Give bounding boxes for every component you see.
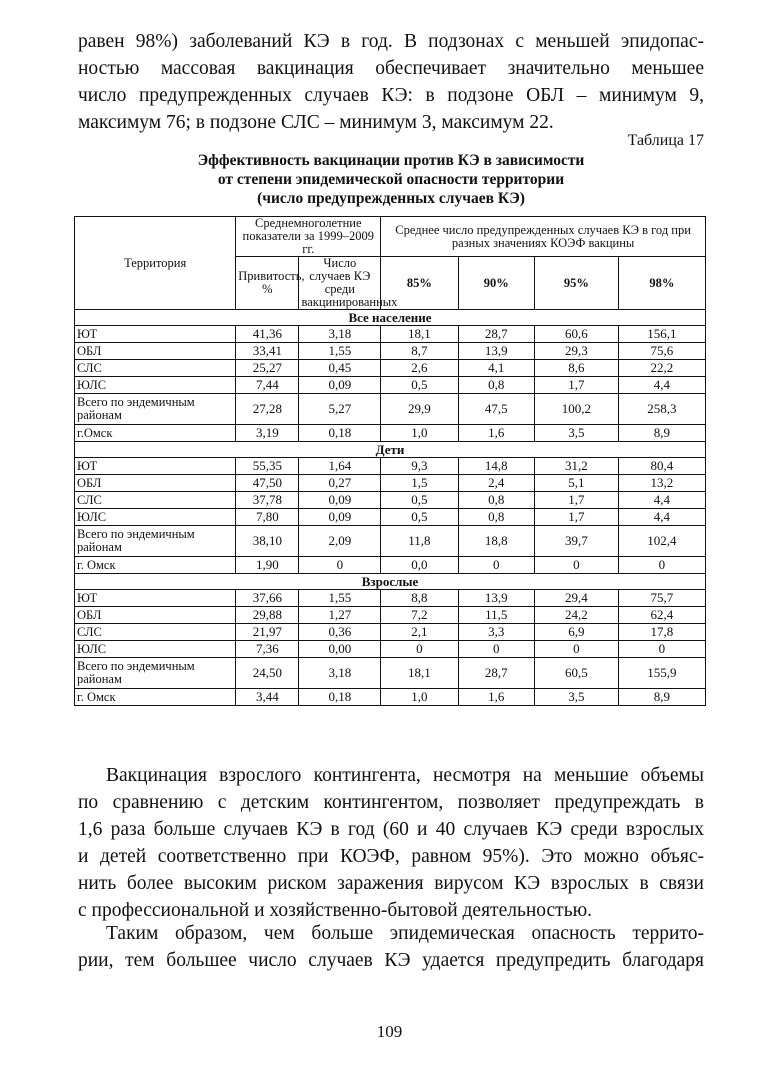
value-cell: 0,8 xyxy=(458,509,534,526)
territory-cell: СЛС xyxy=(75,624,236,641)
table-caption xyxy=(78,151,704,208)
value-cell: 39,7 xyxy=(534,526,618,557)
value-cell: 8,9 xyxy=(618,425,705,442)
value-cell: 1,6 xyxy=(458,425,534,442)
value-cell: 3,19 xyxy=(236,425,299,442)
value-cell: 1,5 xyxy=(381,475,458,492)
value-cell: 55,35 xyxy=(236,458,299,475)
text-line: ностью массовая вакцинация обеспечивает значительно меньшее xyxy=(78,58,704,79)
table-row xyxy=(75,607,706,624)
section-title: Все население xyxy=(75,310,706,326)
caption-line: (число предупрежденных случаев КЭ) xyxy=(257,190,525,207)
header-efficiency-90: 90% xyxy=(458,257,534,310)
table-row xyxy=(75,557,706,574)
table-row xyxy=(75,458,706,475)
value-cell: 11,5 xyxy=(458,607,534,624)
value-cell: 155,9 xyxy=(618,658,705,689)
value-cell: 0 xyxy=(299,557,381,574)
table-row xyxy=(75,658,706,689)
value-cell: 24,2 xyxy=(534,607,618,624)
header-vaccinated-pct: Привитость, % xyxy=(236,257,299,310)
value-cell: 0,5 xyxy=(381,509,458,526)
value-cell: 4,4 xyxy=(618,377,705,394)
value-cell: 0 xyxy=(534,557,618,574)
text-line: по сравнению с детским контингентом, позволяет предупреждать в xyxy=(78,792,704,813)
territory-cell: г.Омск xyxy=(75,425,236,442)
value-cell: 0,45 xyxy=(299,360,381,377)
territory-cell: ЮТ xyxy=(75,458,236,475)
caption-line: от степени эпидемической опасности территории xyxy=(217,171,565,188)
text-line: с профессиональной и хозяйственно-бытовой деятельностью. xyxy=(78,900,593,921)
value-cell: 0,5 xyxy=(381,492,458,509)
table-row xyxy=(75,475,706,492)
text-line: число предупрежденных случаев КЭ: в подзоне ОБЛ – минимум 9, xyxy=(78,85,704,106)
header-efficiency-98: 98% xyxy=(618,257,705,310)
value-cell: 22,2 xyxy=(618,360,705,377)
value-cell: 75,7 xyxy=(618,590,705,607)
body-paragraph-conclusion xyxy=(78,920,704,974)
value-cell: 8,7 xyxy=(381,343,458,360)
value-cell: 7,36 xyxy=(236,641,299,658)
value-cell: 62,4 xyxy=(618,607,705,624)
value-cell: 1,64 xyxy=(299,458,381,475)
territory-cell: СЛС xyxy=(75,492,236,509)
value-cell: 1,0 xyxy=(381,425,458,442)
value-cell: 1,27 xyxy=(299,607,381,624)
value-cell: 13,9 xyxy=(458,343,534,360)
table-row xyxy=(75,689,706,706)
value-cell: 11,8 xyxy=(381,526,458,557)
value-cell: 1,7 xyxy=(534,377,618,394)
text-line: равен 98%) заболеваний КЭ в год. В подзонах с меньшей эпидопас- xyxy=(78,31,704,52)
territory-cell: Всего по эндемичным районам xyxy=(75,394,236,425)
value-cell: 0,18 xyxy=(299,425,381,442)
text-line: и детей соответственно при КОЭФ, равном 95%). Это можно объяс- xyxy=(78,846,704,867)
table-row xyxy=(75,360,706,377)
value-cell: 1,7 xyxy=(534,509,618,526)
territory-cell: г. Омск xyxy=(75,557,236,574)
value-cell: 156,1 xyxy=(618,326,705,343)
value-cell: 0 xyxy=(458,557,534,574)
value-cell: 47,50 xyxy=(236,475,299,492)
value-cell: 0,8 xyxy=(458,492,534,509)
vaccination-efficiency-table xyxy=(74,216,706,706)
header-territory: Территория xyxy=(75,217,236,310)
value-cell: 14,8 xyxy=(458,458,534,475)
value-cell: 0 xyxy=(381,641,458,658)
value-cell: 1,7 xyxy=(534,492,618,509)
value-cell: 24,50 xyxy=(236,658,299,689)
territory-cell: ЮТ xyxy=(75,326,236,343)
value-cell: 38,10 xyxy=(236,526,299,557)
text-line: максимум 76; в подзоне СЛС – минимум 3, максимум 22. xyxy=(78,112,554,133)
value-cell: 60,5 xyxy=(534,658,618,689)
value-cell: 1,55 xyxy=(299,343,381,360)
value-cell: 18,8 xyxy=(458,526,534,557)
text-line: нить более высоким риском заражения вирусом КЭ взрослых в связи xyxy=(78,873,704,894)
value-cell: 9,3 xyxy=(381,458,458,475)
value-cell: 7,2 xyxy=(381,607,458,624)
table-row xyxy=(75,425,706,442)
table-row xyxy=(75,641,706,658)
value-cell: 7,80 xyxy=(236,509,299,526)
value-cell: 0,5 xyxy=(381,377,458,394)
value-cell: 29,9 xyxy=(381,394,458,425)
value-cell: 3,5 xyxy=(534,689,618,706)
header-average-prevented: Среднее число предупрежденных случаев КЭ в год при разных значениях КОЭФ вакцины xyxy=(381,217,706,257)
value-cell: 18,1 xyxy=(381,326,458,343)
value-cell: 28,7 xyxy=(458,326,534,343)
value-cell: 100,2 xyxy=(534,394,618,425)
value-cell: 3,18 xyxy=(299,326,381,343)
section-header-row xyxy=(75,574,706,590)
header-efficiency-85: 85% xyxy=(381,257,458,310)
header-long-term: Среднемноголетние показатели за 1999–2009 гг. xyxy=(236,217,381,257)
value-cell: 1,55 xyxy=(299,590,381,607)
territory-cell: ЮЛС xyxy=(75,641,236,658)
value-cell: 13,2 xyxy=(618,475,705,492)
territory-cell: СЛС xyxy=(75,360,236,377)
value-cell: 60,6 xyxy=(534,326,618,343)
value-cell: 0,09 xyxy=(299,492,381,509)
territory-cell: ОБЛ xyxy=(75,475,236,492)
value-cell: 31,2 xyxy=(534,458,618,475)
table-row xyxy=(75,492,706,509)
value-cell: 0,09 xyxy=(299,509,381,526)
value-cell: 0,0 xyxy=(381,557,458,574)
table-row xyxy=(75,377,706,394)
territory-cell: ОБЛ xyxy=(75,343,236,360)
value-cell: 2,09 xyxy=(299,526,381,557)
value-cell: 6,9 xyxy=(534,624,618,641)
value-cell: 0,09 xyxy=(299,377,381,394)
value-cell: 0,8 xyxy=(458,377,534,394)
value-cell: 80,4 xyxy=(618,458,705,475)
table-row xyxy=(75,590,706,607)
header-efficiency-95: 95% xyxy=(534,257,618,310)
territory-cell: г. Омск xyxy=(75,689,236,706)
value-cell: 5,1 xyxy=(534,475,618,492)
value-cell: 0,36 xyxy=(299,624,381,641)
table-row xyxy=(75,394,706,425)
value-cell: 2,6 xyxy=(381,360,458,377)
territory-cell: ЮЛС xyxy=(75,509,236,526)
value-cell: 4,1 xyxy=(458,360,534,377)
territory-cell: Всего по эндемичным районам xyxy=(75,658,236,689)
value-cell: 5,27 xyxy=(299,394,381,425)
table-row xyxy=(75,509,706,526)
value-cell: 8,6 xyxy=(534,360,618,377)
table-row xyxy=(75,326,706,343)
intro-paragraph xyxy=(78,28,704,136)
body-paragraph-adults xyxy=(78,762,704,924)
value-cell: 0 xyxy=(618,641,705,658)
value-cell: 27,28 xyxy=(236,394,299,425)
value-cell: 0 xyxy=(534,641,618,658)
section-title: Дети xyxy=(75,442,706,458)
value-cell: 4,4 xyxy=(618,509,705,526)
value-cell: 0 xyxy=(458,641,534,658)
value-cell: 8,9 xyxy=(618,689,705,706)
value-cell: 1,6 xyxy=(458,689,534,706)
value-cell: 2,4 xyxy=(458,475,534,492)
value-cell: 75,6 xyxy=(618,343,705,360)
value-cell: 7,44 xyxy=(236,377,299,394)
territory-cell: ЮТ xyxy=(75,590,236,607)
header-cases-among-vaccinated: Число случаев КЭ среди вакцинированных xyxy=(299,257,381,310)
value-cell: 3,44 xyxy=(236,689,299,706)
value-cell: 18,1 xyxy=(381,658,458,689)
caption-line: Эффективность вакцинации против КЭ в зависимости xyxy=(197,152,585,169)
value-cell: 258,3 xyxy=(618,394,705,425)
text-line: Вакцинация взрослого контингента, несмотря на меньшие объемы xyxy=(106,765,704,786)
value-cell: 102,4 xyxy=(618,526,705,557)
table-number-label: Таблица 17 xyxy=(627,132,704,149)
value-cell: 47,5 xyxy=(458,394,534,425)
value-cell: 21,97 xyxy=(236,624,299,641)
territory-cell: ОБЛ xyxy=(75,607,236,624)
text-line: Таким образом, чем больше эпидемическая опасность террито- xyxy=(106,923,704,944)
table-row xyxy=(75,343,706,360)
value-cell: 25,27 xyxy=(236,360,299,377)
value-cell: 3,18 xyxy=(299,658,381,689)
value-cell: 13,9 xyxy=(458,590,534,607)
value-cell: 33,41 xyxy=(236,343,299,360)
territory-cell: Всего по эндемичным районам xyxy=(75,526,236,557)
value-cell: 17,8 xyxy=(618,624,705,641)
value-cell: 1,0 xyxy=(381,689,458,706)
section-header-row xyxy=(75,442,706,458)
section-title: Взрослые xyxy=(75,574,706,590)
value-cell: 37,78 xyxy=(236,492,299,509)
value-cell: 41,36 xyxy=(236,326,299,343)
table-row xyxy=(75,624,706,641)
section-header-row xyxy=(75,310,706,326)
value-cell: 0 xyxy=(618,557,705,574)
value-cell: 2,1 xyxy=(381,624,458,641)
table-body xyxy=(75,310,706,706)
value-cell: 28,7 xyxy=(458,658,534,689)
value-cell: 29,3 xyxy=(534,343,618,360)
value-cell: 37,66 xyxy=(236,590,299,607)
value-cell: 29,88 xyxy=(236,607,299,624)
value-cell: 3,5 xyxy=(534,425,618,442)
value-cell: 0,27 xyxy=(299,475,381,492)
text-line: 1,6 раза больше случаев КЭ в год (60 и 40 случаев КЭ среди взрослых xyxy=(78,819,704,840)
text-line: рии, тем большее число случаев КЭ удается предупредить благодаря xyxy=(78,950,704,971)
page-number: 109 xyxy=(376,1022,403,1041)
territory-cell: ЮЛС xyxy=(75,377,236,394)
value-cell: 29,4 xyxy=(534,590,618,607)
value-cell: 4,4 xyxy=(618,492,705,509)
value-cell: 0,00 xyxy=(299,641,381,658)
value-cell: 8,8 xyxy=(381,590,458,607)
value-cell: 0,18 xyxy=(299,689,381,706)
table-row xyxy=(75,526,706,557)
value-cell: 3,3 xyxy=(458,624,534,641)
value-cell: 1,90 xyxy=(236,557,299,574)
